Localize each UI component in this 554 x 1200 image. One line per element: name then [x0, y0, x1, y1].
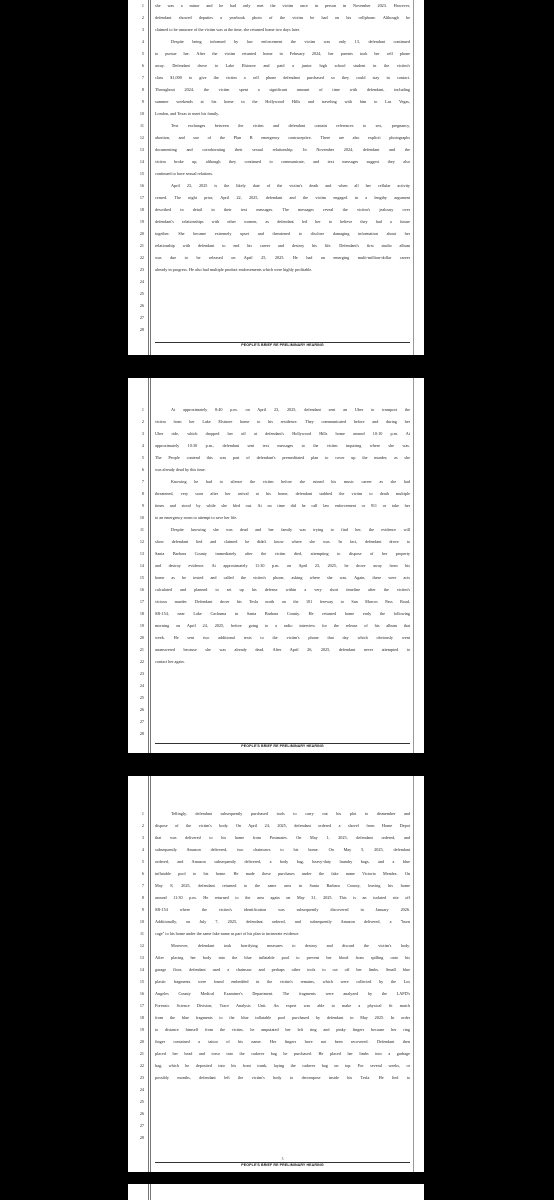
text-line: Uber ride, which dropped her off at defendant's Hollywood Hills home around 10:10 p.m. At	[155, 431, 410, 436]
text-line: contact her again.	[155, 659, 185, 664]
text-line: cage" to his home under the same fake name as part of his plan to incinerate evidence.	[155, 931, 300, 936]
right-margin-rule	[413, 776, 414, 1172]
text-line: home as he texted and called the victim's phone, asking where she was. Again, these were acts	[155, 575, 410, 580]
line-number: 27	[139, 719, 144, 724]
text-line	[155, 692, 410, 704]
line-number: 8	[141, 491, 144, 496]
line-number: 1	[141, 811, 144, 816]
line-number: 10	[139, 515, 144, 520]
page-footer: PEOPLE'S BRIEF RE PRELIMINARY HEARING	[241, 744, 324, 748]
text-line: Moreover, defendant took horrifying measures to destroy and discard the victim's body.	[171, 943, 410, 948]
text-line: together. She became extremely upset and threatened to disclose damaging information about her	[155, 231, 410, 236]
line-number: 28	[139, 731, 144, 736]
text-line	[155, 668, 410, 680]
text-line: Angeles County Medical Examiner's Department. The fragments were analyzed by the LAPD's	[155, 991, 410, 996]
line-number: 28	[139, 1135, 144, 1140]
text-line: to an emergency room to attempt to save her life.	[155, 515, 238, 520]
text-line: plastic fragments were found embedded in the victim's remains, which were collected by the Los	[155, 979, 410, 984]
line-number: 17	[139, 195, 144, 200]
text-line: described in detail in their text messages. The messages reveal the victim's jealousy over	[155, 207, 410, 212]
text-line: that was delivered to his home from Postmates. On May 1, 2025, defendant ordered, and	[155, 835, 410, 840]
line-number: 23	[139, 1075, 144, 1080]
line-number: 24	[139, 279, 144, 284]
page-body	[155, 0, 410, 336]
text-line: After placing her body into the blue inflatable pool to prevent her blood from spilling onto his	[155, 955, 410, 960]
text-line: times and stood by while she bled out. At no time did he call law enforcement or 911 or take her	[155, 503, 410, 508]
text-line: class $1,000 to give the victim a cell phone defendant purchased so they could stay in contact.	[155, 75, 410, 80]
margin-rule	[148, 776, 149, 1172]
right-margin-rule	[413, 0, 414, 355]
line-number: 18	[139, 207, 144, 212]
line-number: 25	[139, 695, 144, 700]
line-number: 8	[141, 87, 144, 92]
right-margin-rule	[413, 378, 414, 753]
line-number: 24	[139, 683, 144, 688]
line-number: 17	[139, 599, 144, 604]
line-number: 21	[139, 243, 144, 248]
line-number: 26	[139, 1111, 144, 1116]
line-number: 26	[139, 303, 144, 308]
page-number: 3	[281, 1157, 284, 1161]
line-number: 5	[141, 859, 144, 864]
text-line: relationship with defendant to end his career and destroy his life. Defendant's first studio album	[155, 243, 410, 248]
text-line: defendant showed deputies a yearbook photo of the victim he had on his cellphone. Although he	[155, 15, 410, 20]
margin-rule	[150, 776, 151, 1172]
line-number: 21	[139, 1051, 144, 1056]
line-number: 23	[139, 267, 144, 272]
text-line: Text exchanges between the victim and defendant contain references to sex, pregnancy,	[171, 123, 410, 128]
text-line: claimed to be unaware of the victim was at the time, she returned home two days later.	[155, 27, 300, 32]
line-number: 24	[139, 1087, 144, 1092]
line-number: 28	[139, 327, 144, 332]
line-number: 15	[139, 171, 144, 176]
line-number: 11	[139, 123, 144, 128]
text-line	[155, 1120, 410, 1132]
line-number: 2	[141, 15, 144, 20]
line-number: 22	[139, 1063, 144, 1068]
line-number: 3	[141, 835, 144, 840]
line-number: 17	[139, 1003, 144, 1008]
text-line: from the blue fragments to the blue inflatable pool purchased by defendant in May 2025. In order	[155, 1015, 410, 1020]
text-line: threatened, very soon after her arrival at his home, defendant stabbed the victim to death multiple	[155, 491, 410, 496]
line-number: 25	[139, 1099, 144, 1104]
text-line: garage floor, defendant used a chainsaw and perhaps other tools to cut off her limbs. Small blue	[155, 967, 410, 972]
text-line: victim from her Lake Elsinore home to his residence. They communicated before and during her	[155, 419, 410, 424]
text-line	[155, 680, 410, 692]
text-line	[155, 1132, 410, 1144]
page-footer: PEOPLE'S BRIEF RE PRELIMINARY HEARING	[241, 343, 324, 347]
text-line: dispose of the victim's body. On April 24, 2025, defendant ordered a shovel from Home Depot	[155, 823, 410, 828]
text-line: morning on April 24, 2025, before going to a radio interview for the release of his album that	[155, 623, 410, 628]
text-line	[155, 300, 410, 312]
text-line: SR-154 where the victim's identification was subsequently discovered in January 2026.	[155, 907, 410, 912]
text-line: Despite knowing she was dead and her family was trying to find her, the evidence will	[171, 527, 410, 532]
line-number: 20	[139, 635, 144, 640]
text-line: unanswered because she was already dead. After April 26, 2025, defendant never attempted to	[155, 647, 410, 652]
text-line: and destroy evidence. At approximately 11:30 p.m. on April 23, 2025, he drove away from his	[155, 563, 410, 568]
text-line: Throughout 2024, the victim spent a significant amount of time with defendant, including	[155, 87, 410, 92]
text-line: SR-154, near Lake Cachuma in Santa Barbara County. He returned home early the following	[155, 611, 410, 616]
line-number: 15	[139, 979, 144, 984]
text-line: already in progress. He also had multiple product endorsements which were highly profitable.	[155, 267, 313, 272]
text-line: calculated and planned to set up his defense within a very short timeline after the victim's	[155, 587, 410, 592]
text-line: bag, which he deposited into his front trunk, laying the cadaver bag on top. For several weeks, or	[155, 1063, 410, 1068]
line-number: 13	[139, 955, 144, 960]
text-line	[155, 1108, 410, 1120]
line-number: 6	[141, 871, 144, 876]
line-number: 18	[139, 1015, 144, 1020]
text-line: subsequently Amazon delivered, two chainsaws to his home. On May 5, 2025, defendant	[155, 847, 410, 852]
line-number: 11	[139, 931, 144, 936]
line-number: 3	[141, 431, 144, 436]
line-number: 16	[139, 183, 144, 188]
line-number: 10	[139, 919, 144, 924]
document-page-3	[128, 776, 424, 1172]
margin-rule	[150, 0, 151, 355]
line-number: 11	[139, 527, 144, 532]
line-number: 6	[141, 63, 144, 68]
line-number: 15	[139, 575, 144, 580]
text-line: continued to have sexual relations.	[155, 171, 214, 176]
page-footer: PEOPLE'S BRIEF RE PRELIMINARY HEARING	[241, 1163, 324, 1167]
text-line: At approximately 8:40 p.m. on April 23, 2025, defendant sent an Uber to transport the	[171, 407, 410, 412]
line-number: 3	[141, 27, 144, 32]
text-line	[155, 728, 410, 740]
text-line	[155, 716, 410, 728]
line-number: 4	[141, 443, 144, 448]
text-line: away. Defendant drove to Lake Elsinore and paid a junior high school student in the victim's	[155, 63, 410, 68]
line-number: 22	[139, 255, 144, 260]
text-line: Forensic Science Division, Trace Analysis Unit. An expert was able to make a physical fit match	[155, 1003, 410, 1008]
line-number: 9	[141, 907, 144, 912]
text-line	[155, 1084, 410, 1096]
document-page-1	[128, 0, 424, 355]
text-line: Tellingly, defendant subsequently purchased tools to carry out his plot to dismember and	[171, 811, 410, 816]
line-number: 9	[141, 503, 144, 508]
text-line: Santa Barbara County immediately after the victim died, attempting to dispose of her property	[155, 551, 410, 556]
line-number: 20	[139, 231, 144, 236]
line-number: 7	[141, 479, 144, 484]
text-line: was already dead by this time.	[155, 467, 206, 472]
text-line: abortion, and use of the Plan B emergency contraceptive. There are also explicit photographs	[155, 135, 410, 140]
line-number: 19	[139, 1027, 144, 1032]
text-line: week. He sent two additional texts to the victim's phone that day which obviously went	[155, 635, 410, 640]
text-line: possibly months, defendant left the victim's body to decompose inside his Tesla. He lied to	[155, 1075, 410, 1080]
text-line	[155, 288, 410, 300]
line-number: 27	[139, 315, 144, 320]
text-line: Despite being informed by law enforcement the victim was only 13, defendant continued	[171, 39, 410, 44]
text-line: finger contained a tattoo of his name. Her fingers have not been recovered. Defendant then	[155, 1039, 410, 1044]
text-line: London, and Texas to meet his family.	[155, 111, 220, 116]
line-number: 19	[139, 623, 144, 628]
text-line: May 8, 2025, defendant returned to the same area in Santa Barbara County, leaving his home	[155, 883, 410, 888]
text-line: April 23, 2025 is the likely date of the victim's death and when all her cellular activity	[171, 183, 410, 188]
text-line: ordered, and Amazon subsequently delivered, a body bag, heavy-duty laundry bags, and a blue	[155, 859, 410, 864]
line-number: 25	[139, 291, 144, 296]
line-number: 19	[139, 219, 144, 224]
line-number: 12	[139, 943, 144, 948]
text-line: approximately 10:30 p.m., defendant sent text messages to the victim inquiring where she was.	[155, 443, 410, 448]
margin-rule	[148, 0, 149, 355]
text-line: inflatable pool to his home. He made these purchases under the fake name Victoria Mendez. On	[155, 871, 410, 876]
text-line: placed her head and torso into the cadaver bag he purchased. He placed her limbs into a garbage	[155, 1051, 410, 1056]
line-number: 4	[141, 847, 144, 852]
line-number: 8	[141, 895, 144, 900]
page-body	[155, 404, 410, 740]
text-line: to pursue her. After the victim returned home in February 2024, her parents took her cell phone	[155, 51, 410, 56]
margin-rule	[148, 1184, 149, 1200]
line-number: 23	[139, 671, 144, 676]
line-number: 5	[141, 51, 144, 56]
line-number: 18	[139, 611, 144, 616]
margin-rule	[148, 378, 149, 753]
line-number: 27	[139, 1123, 144, 1128]
text-line	[155, 276, 410, 288]
line-number: 9	[141, 99, 144, 104]
line-number: 2	[141, 419, 144, 424]
line-number: 14	[139, 967, 144, 972]
text-line: she was a minor and he had only met the victim once in person in November 2023. However,	[155, 3, 410, 8]
text-line	[155, 312, 410, 324]
line-number: 10	[139, 111, 144, 116]
line-number: 12	[139, 539, 144, 544]
text-line: ceased. The night prior, April 22, 2025, defendant and the victim engaged in a lengthy argument	[155, 195, 410, 200]
text-line: Knowing he had to silence the victim before she ruined his music career as she had	[171, 479, 410, 484]
line-number: 16	[139, 587, 144, 592]
text-line: Additionally, on July 7, 2025, defendant ordered, and subsequently Amazon delivered, a "burn	[155, 919, 410, 924]
text-line: around 11:30 p.m. He returned to the area again on May 31, 2025. This is an isolated site off	[155, 895, 410, 900]
line-number: 7	[141, 75, 144, 80]
text-line	[155, 1096, 410, 1108]
document-page-2	[128, 378, 424, 753]
line-number: 12	[139, 135, 144, 140]
line-number: 22	[139, 659, 144, 664]
line-number: 1	[141, 3, 144, 8]
line-number: 4	[141, 39, 144, 44]
line-number: 14	[139, 563, 144, 568]
text-line: The People contend this was part of defendant's premeditated plan to cover up the murder, as she	[155, 455, 410, 460]
text-line: summer weekends at his home in the Hollywood Hills and traveling with him to Las Vegas,	[155, 99, 410, 104]
document-page-4	[128, 1184, 424, 1200]
line-number: 6	[141, 467, 144, 472]
text-line: show defendant lied and claimed he didn't know where she was. In fact, defendant drove to	[155, 539, 410, 544]
margin-rule	[150, 378, 151, 753]
line-number: 14	[139, 159, 144, 164]
line-number: 2	[141, 823, 144, 828]
text-line	[155, 704, 410, 716]
line-number: 13	[139, 147, 144, 152]
line-number: 13	[139, 551, 144, 556]
line-number: 7	[141, 883, 144, 888]
line-number: 26	[139, 707, 144, 712]
page-body	[155, 808, 410, 1144]
margin-rule	[150, 1184, 151, 1200]
text-line: vicious murder. Defendant drove his Tesla north on the 101 freeway to San Marcos Pass Road,	[155, 599, 410, 604]
text-line: defendant's relationships with other women, as defendant led her to believe they had a future	[155, 219, 410, 224]
line-number: 1	[141, 407, 144, 412]
line-number: 20	[139, 1039, 144, 1044]
line-number: 21	[139, 647, 144, 652]
text-line	[155, 324, 410, 336]
text-line: was due to be released on April 25, 2025. He had an emerging multi-million-dollar career	[155, 255, 410, 260]
text-line: victim broke up, although they continued to communicate, and text messages suggest they also	[155, 159, 410, 164]
line-number: 5	[141, 455, 144, 460]
text-line: to distance himself from the victim, he amputated her left ring and pinky fingers because her ring	[155, 1027, 410, 1032]
text-line: documenting and corroborating their sexual relationship. In November 2024, defendant and the	[155, 147, 410, 152]
line-number: 16	[139, 991, 144, 996]
